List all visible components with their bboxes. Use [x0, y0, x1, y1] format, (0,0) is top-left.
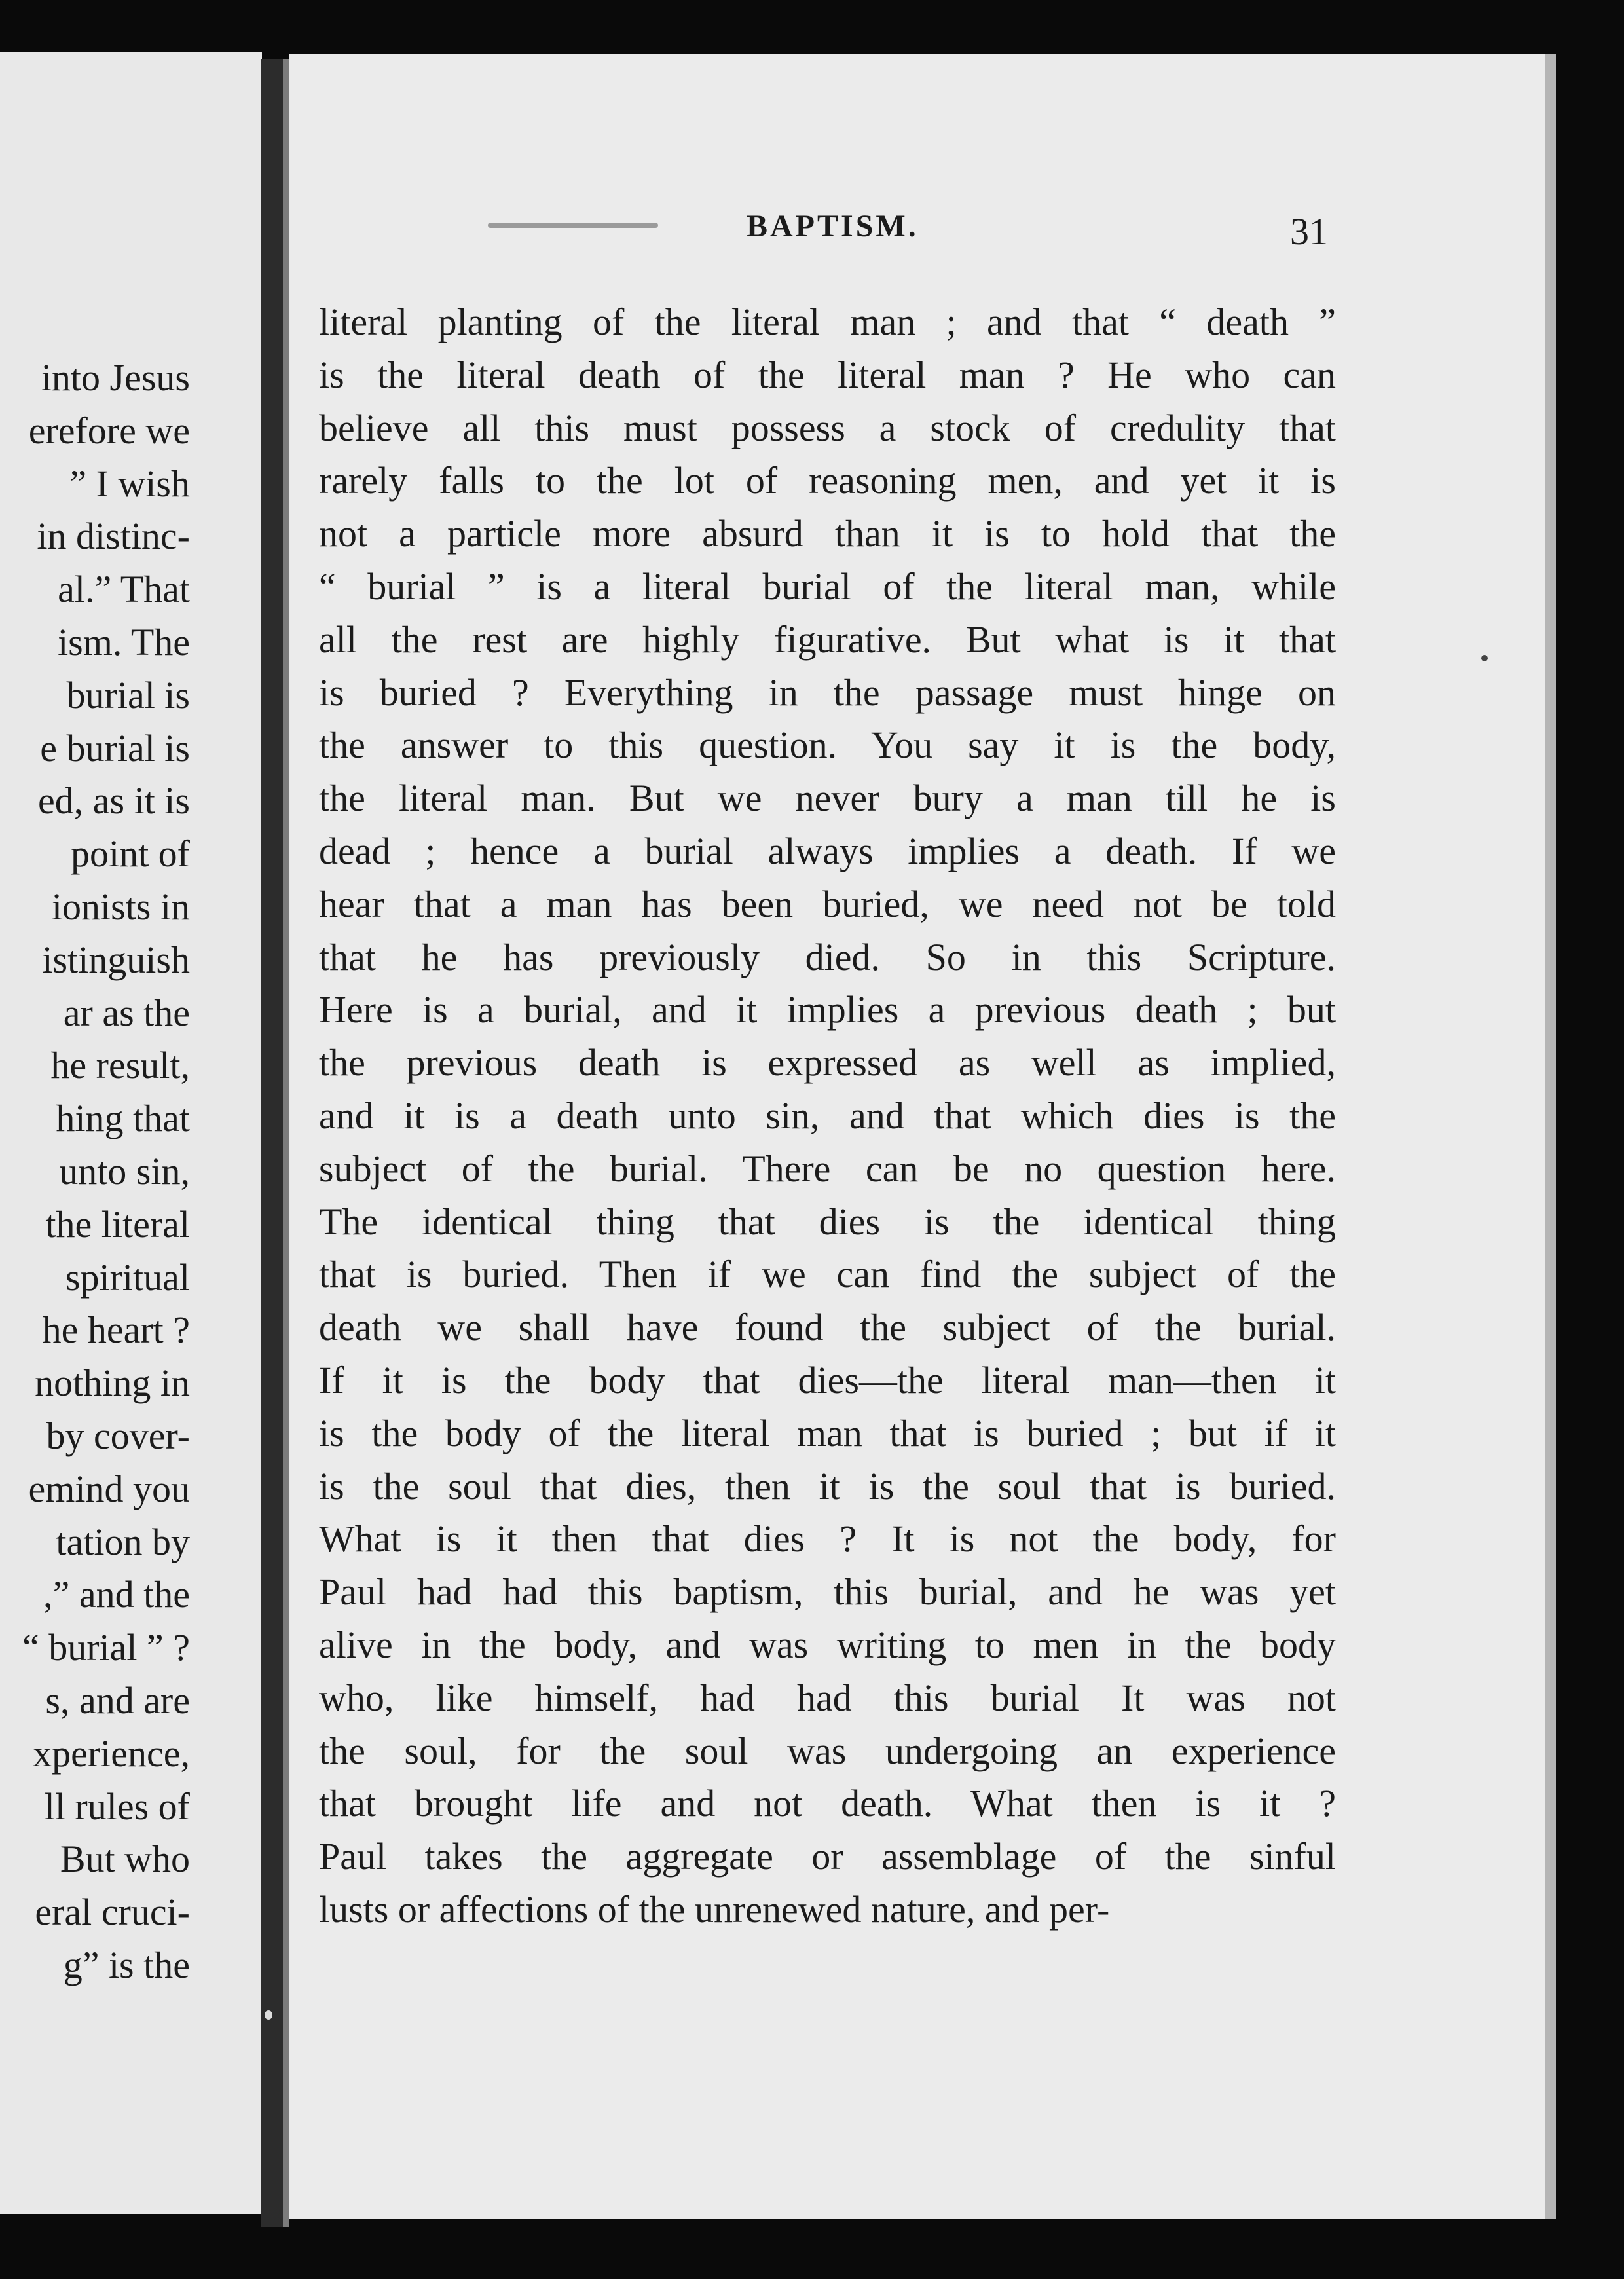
- previous-page-line: ar as the: [63, 991, 190, 1034]
- text-line: Paul takes the aggregate or assemblage of the sinful: [319, 1835, 1336, 1878]
- text-line: alive in the body, and was writing to men in the body: [319, 1623, 1336, 1666]
- previous-page-line: ” I wish: [69, 462, 190, 505]
- text-line: and it is a death unto sin, and that which dies is the: [319, 1094, 1336, 1137]
- text-line: The identical thing that dies is the identical thing: [319, 1200, 1336, 1243]
- previous-page-line: by cover-: [46, 1414, 190, 1457]
- previous-page-line: erefore we: [28, 409, 190, 452]
- previous-page-line: ed, as it is: [38, 779, 190, 823]
- page-body-text: [319, 296, 1336, 1936]
- previous-page-line: in distinc-: [37, 515, 190, 558]
- previous-page-line: spiritual: [65, 1255, 190, 1299]
- text-line: rarely falls to the lot of reasoning men, and yet it is: [319, 459, 1336, 502]
- previous-page-line: s, and are: [45, 1678, 190, 1722]
- previous-page-line: hing that: [56, 1097, 190, 1140]
- previous-page-line: eral cruci-: [35, 1891, 190, 1934]
- previous-page-line: ,” and the: [43, 1573, 190, 1616]
- text-line: that is buried. Then if we can find the subject of the: [319, 1253, 1336, 1296]
- previous-page-line: unto sin,: [59, 1149, 190, 1193]
- text-line: death we shall have found the subject of the burial.: [319, 1306, 1336, 1349]
- gutter-edge: [283, 59, 289, 2227]
- previous-page-line: e burial is: [40, 726, 190, 769]
- previous-page-line: But who: [60, 1838, 190, 1881]
- text-line: is buried ? Everything in the passage must hinge on: [319, 671, 1336, 714]
- previous-page-line: point of: [70, 832, 190, 876]
- previous-page-text: [0, 352, 190, 1992]
- text-line: is the literal death of the literal man ? He who can: [319, 353, 1336, 396]
- previous-page-line: tation by: [56, 1520, 190, 1563]
- text-line: Here is a burial, and it implies a previous death ; but: [319, 988, 1336, 1031]
- previous-page-line: he result,: [50, 1044, 190, 1087]
- text-line: What is it then that dies ? It is not the body, for: [319, 1517, 1336, 1561]
- text-line: lusts or affections of the unrenewed nature, and per-: [319, 1887, 1110, 1931]
- text-line: If it is the body that dies—the literal man—then it: [319, 1358, 1336, 1401]
- previous-page-line: nothing in: [35, 1362, 190, 1405]
- text-line: that brought life and not death. What then is it ?: [319, 1782, 1336, 1825]
- text-line: Paul had had this baptism, this burial, and he was yet: [319, 1570, 1336, 1614]
- binding-gutter: [261, 59, 283, 2227]
- text-line: dead ; hence a burial always implies a death. If we: [319, 829, 1336, 872]
- page-number: 31: [1290, 210, 1328, 253]
- text-line: the previous death is expressed as well as implied,: [319, 1041, 1336, 1084]
- previous-page-line: the literal: [45, 1202, 190, 1246]
- text-line: hear that a man has been buried, we need not be told: [319, 882, 1336, 925]
- text-line: believe all this must possess a stock of credulity that: [319, 406, 1336, 449]
- text-line: the soul, for the soul was undergoing an experience: [319, 1729, 1336, 1772]
- previous-page-line: burial is: [66, 673, 190, 716]
- previous-page-line: “ burial ” ?: [22, 1626, 190, 1669]
- previous-page-line: ism. The: [58, 620, 190, 663]
- text-line: who, like himself, had had this burial It was not: [319, 1676, 1336, 1719]
- text-line: is the soul that dies, then it is the soul that is buried.: [319, 1464, 1336, 1508]
- previous-page-line: emind you: [28, 1467, 190, 1510]
- previous-page-line: he heart ?: [42, 1308, 190, 1352]
- previous-page-line: into Jesus: [41, 356, 190, 399]
- text-line: literal planting of the literal man ; and that “ death ”: [319, 301, 1336, 343]
- previous-page-line: al.” That: [58, 568, 190, 611]
- text-line: is the body of the literal man that is buried ; but if it: [319, 1411, 1336, 1454]
- previous-page: [0, 52, 262, 2214]
- text-line: that he has previously died. So in this Scripture.: [319, 935, 1336, 978]
- running-head: BAPTISM.: [747, 209, 919, 244]
- text-line: not a particle more absurd than it is to hold that the: [319, 512, 1336, 555]
- page-edge: [1545, 54, 1556, 2219]
- text-line: subject of the burial. There can be no question here.: [319, 1147, 1336, 1190]
- previous-page-line: istinguish: [42, 938, 190, 981]
- text-line: the answer to this question. You say it is the body,: [319, 724, 1336, 767]
- previous-page-line: g” is the: [63, 1943, 190, 1986]
- previous-page-line: xperience,: [33, 1732, 190, 1775]
- text-line: all the rest are highly figurative. But what is it that: [319, 618, 1336, 661]
- text-line: “ burial ” is a literal burial of the literal man, while: [319, 565, 1336, 608]
- text-line: the literal man. But we never bury a man till he is: [319, 777, 1336, 820]
- previous-page-line: ll rules of: [44, 1785, 190, 1828]
- previous-page-line: ionists in: [51, 885, 190, 928]
